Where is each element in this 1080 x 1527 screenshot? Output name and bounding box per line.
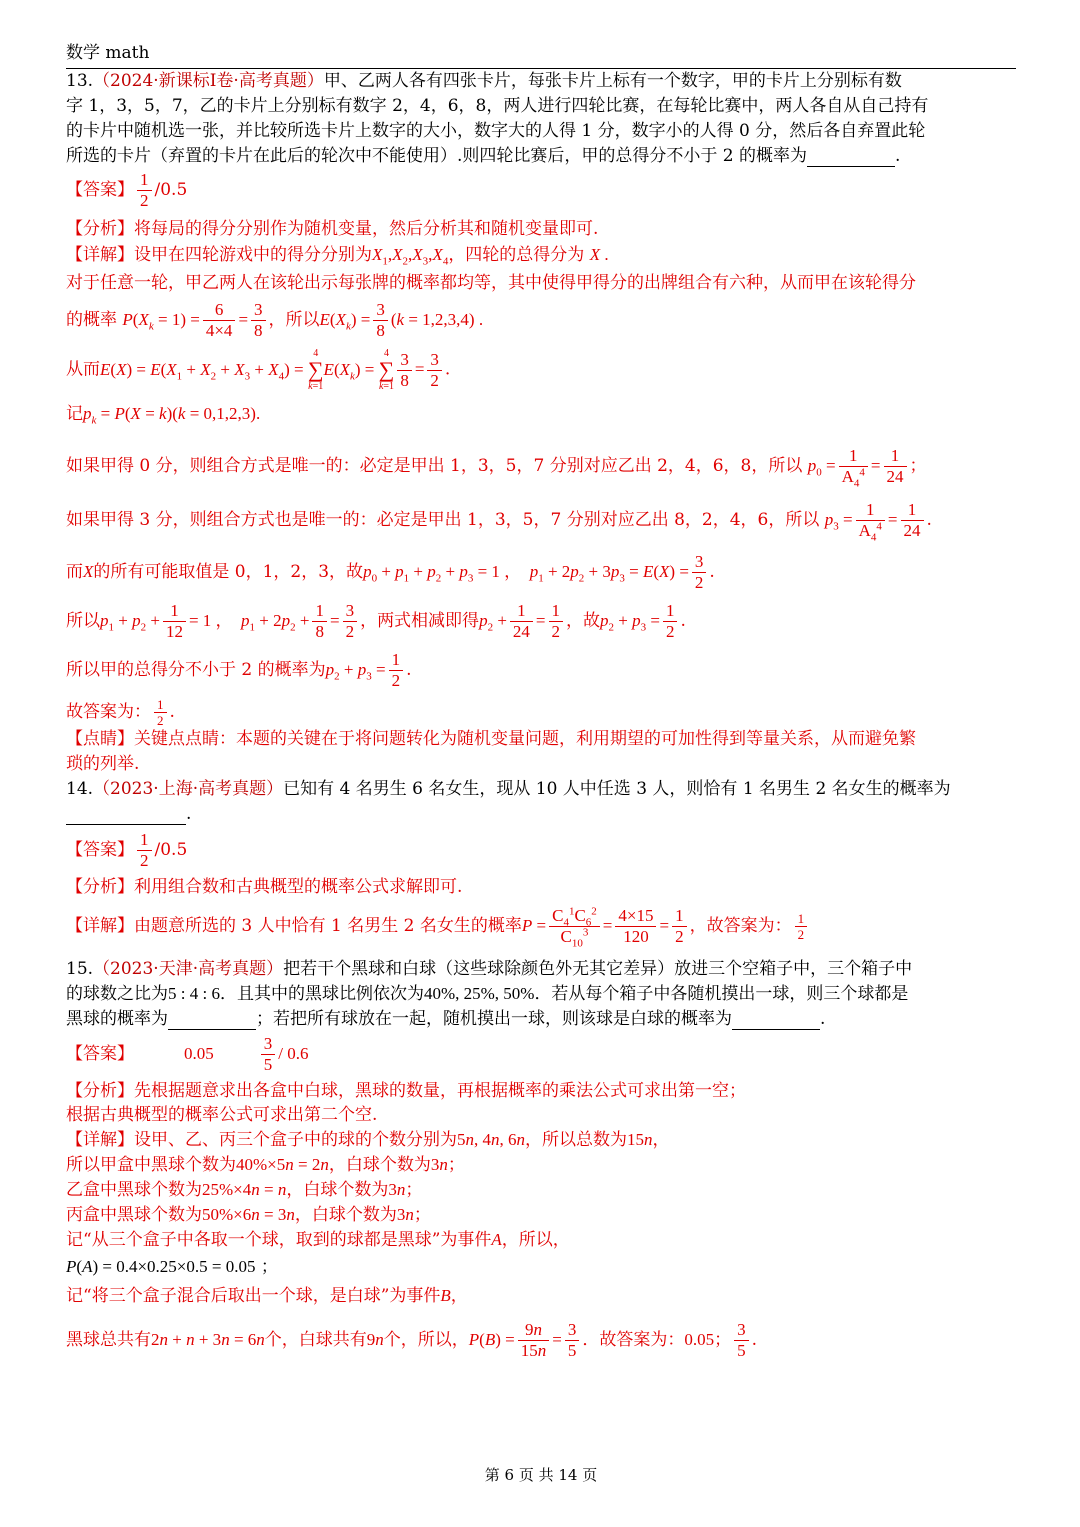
q15-source: （2023·天津·高考真题） xyxy=(93,959,284,979)
q13-source: （2024·新课标Ⅰ卷·高考真题） xyxy=(93,71,324,91)
q15-detail-line-3: 乙盒中黑球个数为25%×4n = n，白球个数为3n； xyxy=(66,1180,423,1200)
q13-detail-line-8: 而X的所有可能取值是 0，1，2，3，故$p_0 + p_1 + p_2 + p_3 = 1$ ， $p_1 + 2p_2 + 3p_3 = E(X)$ = $\frac{3}{2}$ . xyxy=(66,552,715,592)
q15-stem-line-1: 15.（2023·天津·高考真题）把若干个黑球和白球（这些球除颜色外无其它差异）放进三个空箱子中，三个箱子中 xyxy=(66,959,913,979)
q13-detail-line-11: 故答案为： $\frac{1}{2}$ . xyxy=(66,697,175,728)
answer-blank-2 xyxy=(732,1013,820,1030)
subject-label: 数学 math xyxy=(66,43,150,63)
q14-answer: 【答案】 $\frac{1}{2}$ /0.5 xyxy=(66,830,188,870)
q13-stem-line-1: 13.（2024·新课标Ⅰ卷·高考真题）甲、乙两人各有四张卡片，每张卡片上标有一个数字，甲的卡片上分别标有数 xyxy=(66,71,902,91)
q15-detail-line-7: 记“将三个盒子混合后取出一个球，是白球”为事件B， xyxy=(66,1286,468,1306)
q13-detail-line-10: 所以甲的总得分不小于 2 的概率为$p_2 + p_3$ = $\frac{1}{2}$ . xyxy=(66,650,412,690)
document-page xyxy=(66,0,1016,1527)
q13-answer: 【答案】 $\frac{1}{2}$ /0.5 xyxy=(66,170,188,210)
q13-detail-line-3: 的概率 $P(X_k = 1)$ = $\frac{6}{4\times 4}$ = $\frac{3}{8}$ ，所以$E(X_k)$ = $\frac{3}{8}$ (k = 1,2,3,4) . xyxy=(66,300,484,340)
page-footer: 第 6 页 共 14 页 xyxy=(484,1466,598,1484)
q15-number: 15. xyxy=(66,959,94,979)
answer-blank xyxy=(807,150,895,167)
q13-detail-line-9: 所以$p_1 + p_2$ + $\frac{1}{12}$ = 1 ， $p_1 + 2p_2$ + $\frac{1}{8}$ = $\frac{3}{2}$ ，两式相减即得$p_2$ + $\frac{1}{24}$ = $\frac{1}{2}$ ，故$p_2 + p_3$ = $\frac{1}{2}$ . xyxy=(66,601,686,641)
q15-detail-line-4: 丙盒中黑球个数为50%×6n = 3n，白球个数为3n； xyxy=(66,1205,431,1225)
q13-stem-line-3: 的卡片中随机选一张，并比较所选卡片上数字的大小，数字大的人得 1 分，数字小的人得 0 分，然后各自弃置此轮 xyxy=(66,121,926,141)
q13-point-line-1: 【点睛】关键点点睛：本题的关键在于将问题转化为随机变量问题，利用期望的可加性得到等量关系，从而避免繁 xyxy=(66,729,916,749)
q15-analysis-line-1: 【分析】先根据题意求出各盒中白球，黑球的数量，再根据概率的乘法公式可求出第一空； xyxy=(66,1081,746,1101)
q14-number: 14. xyxy=(66,779,94,799)
q13-detail-line-4: 从而$E(X) = E(X_1 + X_2 + X_3 + X_4)$ = 4 ∑ k=1 $E(X_k)$ = 4 ∑ k=1 $\frac{3}{8}$ = $\frac{3}{2}$ . xyxy=(66,348,451,392)
q13-stem-line-4: 所选的卡片（弃置的卡片在此后的轮次中不能使用）.则四轮比赛后，甲的总得分不小于 2 的概率为 . xyxy=(66,146,901,166)
answer-blank xyxy=(66,808,186,825)
q14-detail: 【详解】由题意所选的 3 人中恰有 1 名男生 2 名女生的概率P = $\frac{C_4^1C_6^2}{C_{10}^3}$ = $\frac{4\times 15}{120}$ = $\frac{1}{2}$ ，故答案为： $\frac{1}{2}$ xyxy=(66,906,1016,947)
q13-detail-line-2: 对于任意一轮，甲乙两人在该轮出示每张牌的概率都均等，其中使得甲得分的出牌组合有六种，从而甲在该轮得分 xyxy=(66,273,916,293)
q14-blank-line: . xyxy=(66,803,1016,825)
q13-point-line-2: 琐的列举. xyxy=(66,754,140,774)
q15-detail-line-2: 所以甲盒中黑球个数为40%×5n = 2n，白球个数为3n； xyxy=(66,1155,465,1175)
q13-detail-line-7: 如果甲得 3 分，则组合方式也是唯一的：必定是甲出 1，3，5，7 分别对应乙出 8，2，4，6，所以 $p_3$ = $\frac{1}{A_4^4}$ = $\frac{1}{24}$ . xyxy=(66,500,932,544)
q15-detail-line-5: 记“从三个盒子中各取一个球，取到的球都是黑球”为事件A，所以， xyxy=(66,1230,570,1250)
q13-detail-line-5: 记$p_k = P(X = k)(k = 0,1,2,3)$. xyxy=(66,404,261,427)
q15-answer: 【答案】 0.05 $\frac{3}{5}$ / 0.6 xyxy=(66,1034,309,1074)
page-header xyxy=(66,42,1016,69)
q15-detail-line-8: 黑球总共有2n + n + 3n = 6n个，白球共有9n个，所以，P(B) = $\frac{9n}{15n}$ = $\frac{3}{5}$ ．故答案为：0.05； $\frac{3}{5}$ . xyxy=(66,1320,757,1360)
answer-blank-1 xyxy=(168,1013,256,1030)
q13-detail-line-1: 【详解】设甲在四轮游戏中的得分分别为$X_1,X_2,X_3,X_4$，四轮的总得分为 X . xyxy=(66,245,609,268)
q13-stem-line-2: 字 1，3，5，7，乙的卡片上分别标有数字 2，4，6，8，两人进行四轮比赛，在每轮比赛中，两人各自从自己持有 xyxy=(66,96,929,116)
q13-number: 13. xyxy=(66,71,94,91)
q15-detail-line-1: 【详解】设甲、乙、丙三个盒子中的球的个数分别为5n, 4n, 6n，所以总数为15n， xyxy=(66,1130,670,1150)
q15-stem-line-2: 的球数之比为5 : 4 : 6．且其中的黑球比例依次为40%, 25%, 50%．若从每个箱子中各随机摸出一球，则三个球都是 xyxy=(66,984,909,1004)
q13-detail-line-6: 如果甲得 0 分，则组合方式是唯一的：必定是甲出 1，3，5，7 分别对应乙出 2，4，6，8，所以 $p_0$ = $\frac{1}{A_4^4}$ = $\frac{1}{24}$ ； xyxy=(66,446,927,490)
q15-analysis-line-2: 根据古典概型的概率公式可求出第二个空. xyxy=(66,1105,378,1125)
q13-analysis: 【分析】将每局的得分分别作为随机变量，然后分析其和随机变量即可. xyxy=(66,219,599,239)
q14-analysis: 【分析】利用组合数和古典概型的概率公式求解即可. xyxy=(66,877,463,897)
q14-source: （2023·上海·高考真题） xyxy=(93,779,284,799)
q15-detail-line-6: P(A) = 0.4×0.25×0.5 = 0.05 ； xyxy=(66,1257,278,1277)
fraction: $\frac{1}{2}$ xyxy=(137,170,152,211)
q15-stem-line-3: 黑球的概率为 ；若把所有球放在一起，随机摸出一球，则该球是白球的概率为 . xyxy=(66,1009,826,1029)
q14-stem: 14.（2023·上海·高考真题）已知有 4 名男生 6 名女生，现从 10 人中任选 3 人，则恰有 1 名男生 2 名女生的概率为 xyxy=(66,779,951,799)
